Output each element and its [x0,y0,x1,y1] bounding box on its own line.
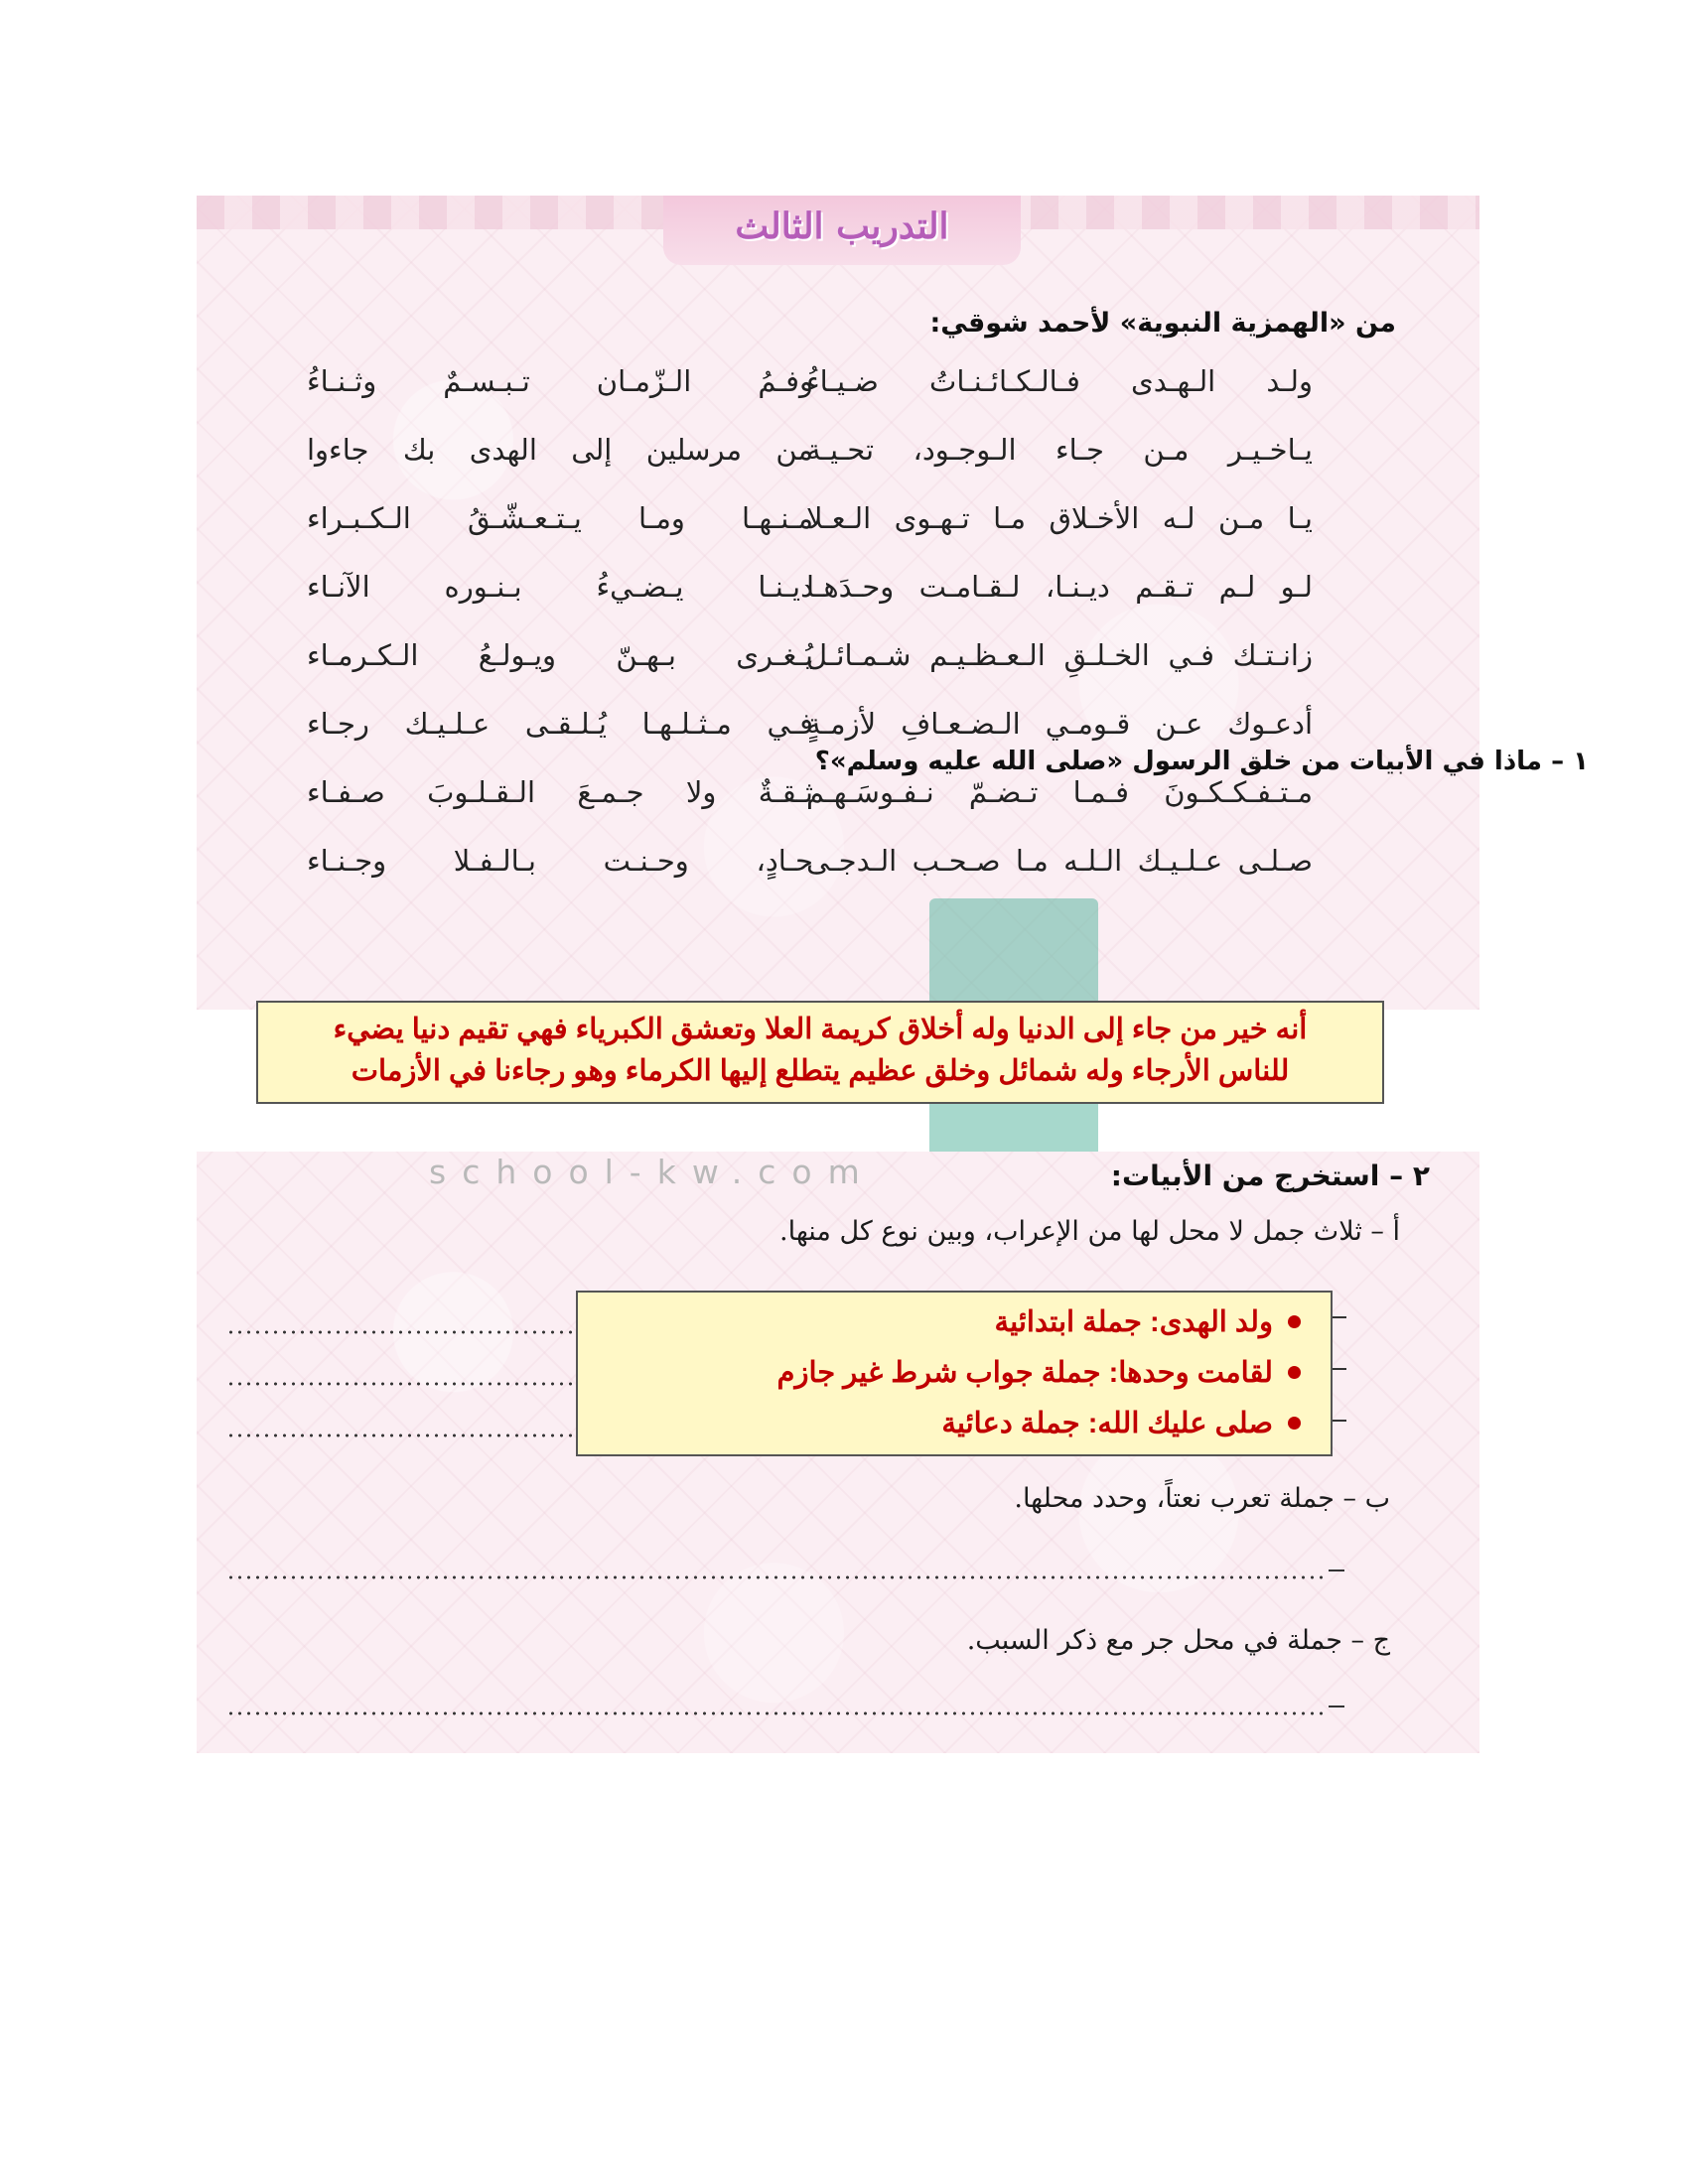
answer-line [226,1382,580,1386]
verse-first-hemistich: زانـتـك فـي الخـلـقِ الـعـظـيـم شـمـائـل [806,638,1313,672]
answer-line [226,1433,580,1437]
verse-first-hemistich: أدعـوك عـن قـومـي الـضـعـافِ لأزمـةٍ [806,707,1313,741]
answer-dash [1331,1420,1346,1422]
exercise-panel [197,196,1479,1010]
verse-row [197,844,1479,899]
poem-intro: من «الهمزية النبوية» لأحمد شوقي: [929,308,1396,339]
site-watermark: school-kw.com [429,1153,876,1191]
answer-dash [1329,1570,1344,1571]
answer-1-line-2: للناس الأرجاء وله شمائل وخلق عظيم يتطلع إليها الكرماء وهو رجاءنا في الأزمات [351,1055,1290,1087]
verse-second-hemistich: وفـمُ الـزّمـان تـبـسـمٌ وثـنـاءُ [307,364,813,398]
bullet-icon [1288,1315,1301,1328]
answer-item: لقامت وحدها: جملة جواب شرط غير جازم [578,1351,1301,1402]
verse-second-hemistich: يُـغـرى بـهـنّ ويـولـعُ الـكـرمـاء [307,638,813,672]
answer-line [226,1575,1323,1579]
verse-first-hemistich: ولـد الـهـدى فـالـكـائـنـاتُ ضـيـاءُ [806,364,1313,398]
answer-box-1 [256,1001,1384,1104]
exercise-title: التدريب الثالث [735,205,949,247]
question-2b: ب – جملة تعرب نعتاً، وحدد محلها. [1014,1483,1390,1514]
answer-item: ولد الهدى: جملة ابتدائية [578,1300,1301,1351]
verse-first-hemistich: لـو لـم تـقـم ديـنـا، لـقـامـت وحـدَهـا [806,570,1313,604]
verse-second-hemistich: فـي مـثـلـهـا يُـلـقـى عـلـيـك رجـاء [307,707,813,741]
question-2c: ج – جملة في محل جر مع ذكر السبب. [966,1625,1390,1656]
answer-line [226,1711,1323,1715]
verse-row [197,501,1479,557]
verse-first-hemistich: يـا مـن لـه الأخـلاق مـا تـهـوى الـعـلا [806,501,1313,535]
bullet-icon [1288,1366,1301,1379]
verse-second-hemistich: حـادٍ، وحـنـت بـالـفـلا وجـنـاء [307,844,813,878]
verse-first-hemistich: يـاخـيـر مـن جـاء الـوجـود، تحـيـة [806,433,1313,467]
verse-second-hemistich: ديـنـا يـضـيءُ بـنـوره الآنـاء [307,570,813,604]
answer-box-2a [576,1291,1333,1456]
verse-row [197,775,1479,831]
question-2: ٢ – استخرج من الأبيات: [1110,1160,1430,1192]
answer-line [226,1330,580,1334]
verse-first-hemistich: صـلـى عـلـيـك الـلـه مـا صـحـب الـدجـى [806,844,1313,878]
bullet-icon [1288,1417,1301,1430]
answer-dash [1331,1368,1346,1370]
verse-row [197,364,1479,420]
answer-dash [1329,1706,1344,1707]
answer-dash [1331,1316,1346,1318]
verse-row [197,433,1479,488]
answer-1-line-1: أنه خير من جاء إلى الدنيا وله أخلاق كريمة العلا وتعشق الكبرياء فهي تقيم دنيا يضيء [333,1014,1308,1045]
verse-row [197,638,1479,694]
verse-row [197,570,1479,625]
question-2a: أ – ثلاث جمل لا محل لها من الإعراب، وبين نوع كل منها. [779,1216,1400,1247]
verse-first-hemistich: مـتـفـكـكـونَ فـمـا تـضـمّ نـفـوسَـهـم [806,775,1313,809]
verse-second-hemistich: من مرسلين إلى الهدى بك جاءوا [307,433,813,467]
verse-second-hemistich: مـنـهـا ومـا يـتـعـشّـقُ الـكـبـراء [307,501,813,535]
answer-item: صلى عليك الله: جملة دعائية [578,1402,1301,1452]
verse-second-hemistich: ثـقـةٌ ولا جـمـعَ الـقـلـوبَ صـفـاء [307,775,813,809]
question-1: ١ – ماذا في الأبيات من خلق الرسول «صلى الله عليه وسلم»؟ [814,747,1589,776]
title-tab [663,196,1021,265]
